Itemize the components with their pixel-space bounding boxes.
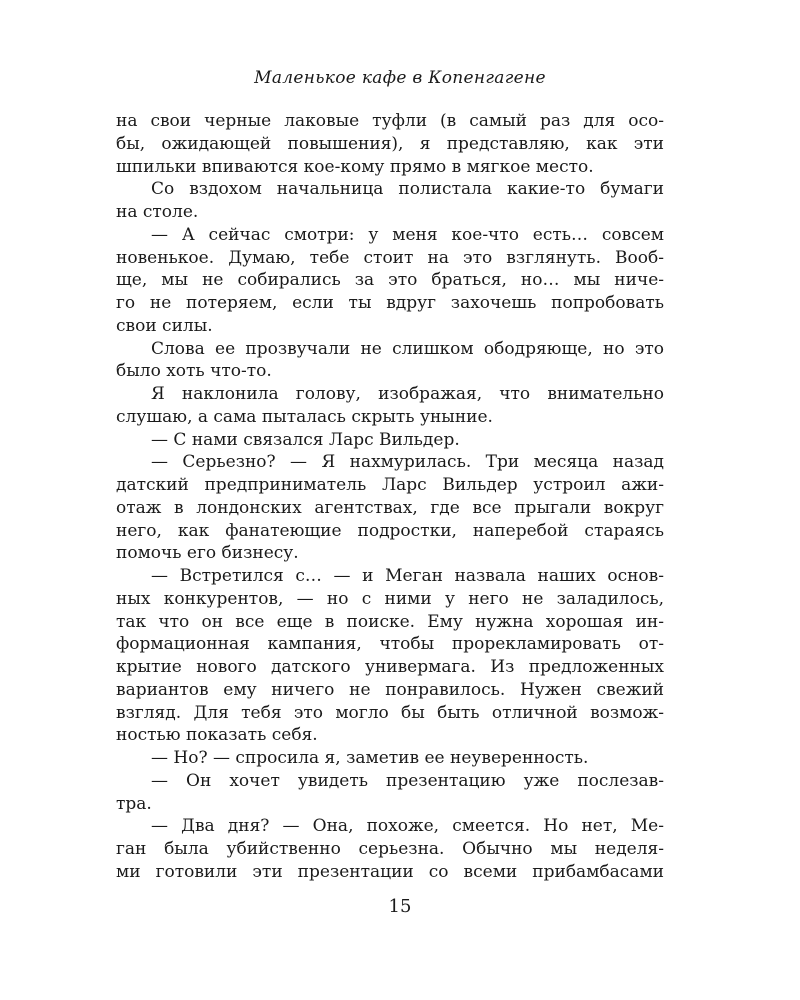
- text-line: свои силы.: [116, 315, 213, 336]
- text-line: крытие нового датского универмага. Из предложенных: [116, 657, 664, 677]
- text-line: шпильки впиваются кое-кому прямо в мягкое место.: [116, 156, 594, 177]
- text-line: — Встретился с… — и Меган назвала наших основ-: [151, 566, 664, 586]
- text-line: — Он хочет увидеть презентацию уже послезав-: [151, 770, 664, 791]
- text-line: го не потеряем, если ты вдруг захочешь попробовать: [116, 293, 664, 313]
- text-line: тра.: [116, 793, 152, 814]
- running-head: Маленькое кафе в Копенгагене: [254, 68, 546, 88]
- text-line: новенькое. Думаю, тебе стоит на это взглянуть. Вооб-: [116, 247, 664, 268]
- text-line: ми готовили эти презентации со всеми прибамбасами: [116, 861, 664, 882]
- text-line: на свои черные лаковые туфли (в самый раз для осо-: [116, 111, 664, 131]
- text-line: — Два дня? — Она, похоже, смеется. Но нет, Ме-: [151, 816, 664, 837]
- text-line: было хоть что-то.: [116, 361, 272, 382]
- text-line: Слова ее прозвучали не слишком ободряюще, но это: [151, 338, 664, 359]
- text-line: на столе.: [116, 202, 199, 222]
- text-line: — С нами связался Ларс Вильдер.: [151, 429, 460, 450]
- text-line: датский предприниматель Ларс Вильдер устроил ажи-: [116, 475, 664, 495]
- text-line: отаж в лондонских агентствах, где все прыгали вокруг: [116, 497, 664, 518]
- text-line: ностью показать себя.: [116, 725, 318, 746]
- text-line: — Но? — спросила я, заметив ее неуверенность.: [151, 748, 589, 768]
- body-text: [116, 110, 664, 884]
- text-line: бы, ожидающей повышения), я представляю, как эти: [116, 133, 664, 154]
- text-line: него, как фанатеющие подростки, наперебой стараясь: [116, 520, 664, 541]
- text-line: ных конкурентов, — но с ними у него не заладилось,: [116, 588, 664, 609]
- text-line: взгляд. Для тебя это могло бы быть отличной возмож-: [116, 702, 664, 723]
- text-line: слушаю, а сама пыталась скрыть уныние.: [116, 406, 493, 427]
- text-line: формационная кампания, чтобы прорекламировать от-: [116, 634, 664, 655]
- text-line: Со вздохом начальница полистала какие-то бумаги: [151, 179, 664, 200]
- page-number: 15: [388, 896, 412, 917]
- text-line: Я наклонила голову, изображая, что внимательно: [151, 384, 664, 404]
- text-line: ще, мы не собирались за это браться, но… мы ниче-: [116, 270, 664, 291]
- text-line: — Серьезно? — Я нахмурилась. Три месяца назад: [151, 452, 664, 473]
- text-line: ган была убийственно серьезна. Обычно мы неделя-: [116, 839, 664, 859]
- text-line: вариантов ему ничего не понравилось. Нужен свежий: [116, 679, 664, 700]
- text-line: так что он все еще в поиске. Ему нужна хорошая ин-: [116, 611, 664, 632]
- text-line: помочь его бизнесу.: [116, 543, 299, 564]
- text-line: — А сейчас смотри: у меня кое-что есть… совсем: [151, 224, 664, 245]
